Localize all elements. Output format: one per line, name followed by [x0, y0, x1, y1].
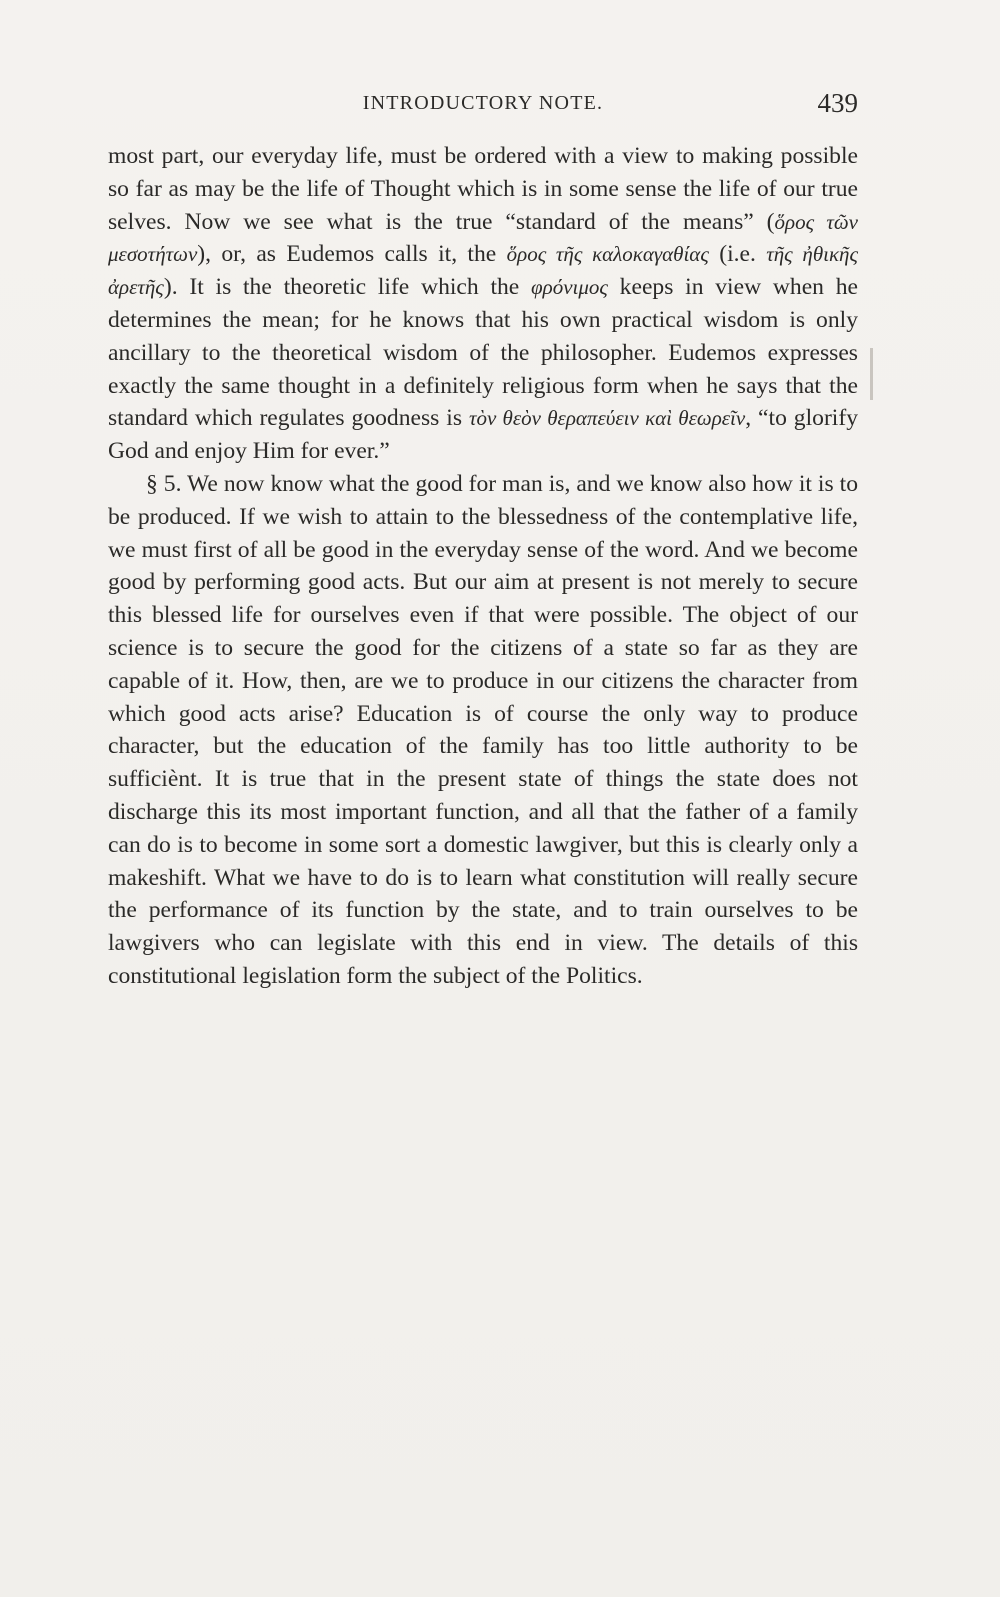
body-text — [108, 140, 858, 993]
greek-phrase-1: ὅρος τῶν μεσοτήτων — [108, 209, 859, 267]
greek-phrase-3: τῆς ἠθικῆς ἀρετῆς — [108, 242, 858, 300]
p1-text-2: ), or, as Eudemos calls it, the — [197, 241, 507, 268]
p1-text-3: (i.e. — [708, 241, 767, 268]
page-header — [108, 88, 858, 124]
edge-mark — [870, 348, 873, 400]
greek-phrase-5: τὸν θεὸν θεραπεύειν καὶ θεωρεῖν — [468, 406, 746, 431]
p1-text-1: most part, our everyday life, must be ordered with a view to making possible so far as may be the life of Thought which is in some sense the life of our true selves. Now we see what is the true “standard of the means” ( — [108, 143, 858, 235]
page-number: 439 — [817, 88, 858, 118]
paragraph-1 — [108, 140, 858, 468]
greek-phrase-2: ὅρος τῆς καλοκαγαθίας — [506, 242, 709, 267]
p1-text-5: keeps in view when he determines the mean; for he knows that his own practical wisdom is only ancillary to the theoretical wisdom of the philosopher. Eudemos expresses exactly the same thought in a definitely religious form when he says that the standard which regulates goodness is — [108, 274, 858, 432]
running-head: INTRODUCTORY NOTE. — [362, 92, 604, 114]
greek-phrase-4: φρόνιμος — [531, 275, 608, 300]
p1-text-6: , “to glorify God and enjoy Him for ever.” — [108, 405, 859, 465]
paragraph-2: § 5. We now know what the good for man is, and we know also how it is to be produced. If we wish to attain to the blessedness of the contemplative life, we must first of all be good in the everyday sense of the word. And we become good by performing good acts. But our aim at present is not merely to secure this blessed life for ourselves even if that were possible. The object of our science is to secure the good for the citizens of a state so far as they are capable of it. How, then, are we to produce in our citizens the character from which good acts arise? Education is of course the only way to produce character, but the education of the family has too little authority to be sufficiènt. It is true that in the present state of things the state does not discharge this its most important function, and all that the father of a family can do is to become in some sort a domestic lawgiver, but this is clearly only a makeshift. What we have to do is to learn what constitution will really secure the performance of its function by the state, and to train ourselves to be lawgivers who can legislate with this end in view. The details of this constitutional legislation form the subject of the Politics. — [108, 470, 858, 989]
p1-text-4: ). It is the theoretic life which the — [163, 274, 532, 301]
